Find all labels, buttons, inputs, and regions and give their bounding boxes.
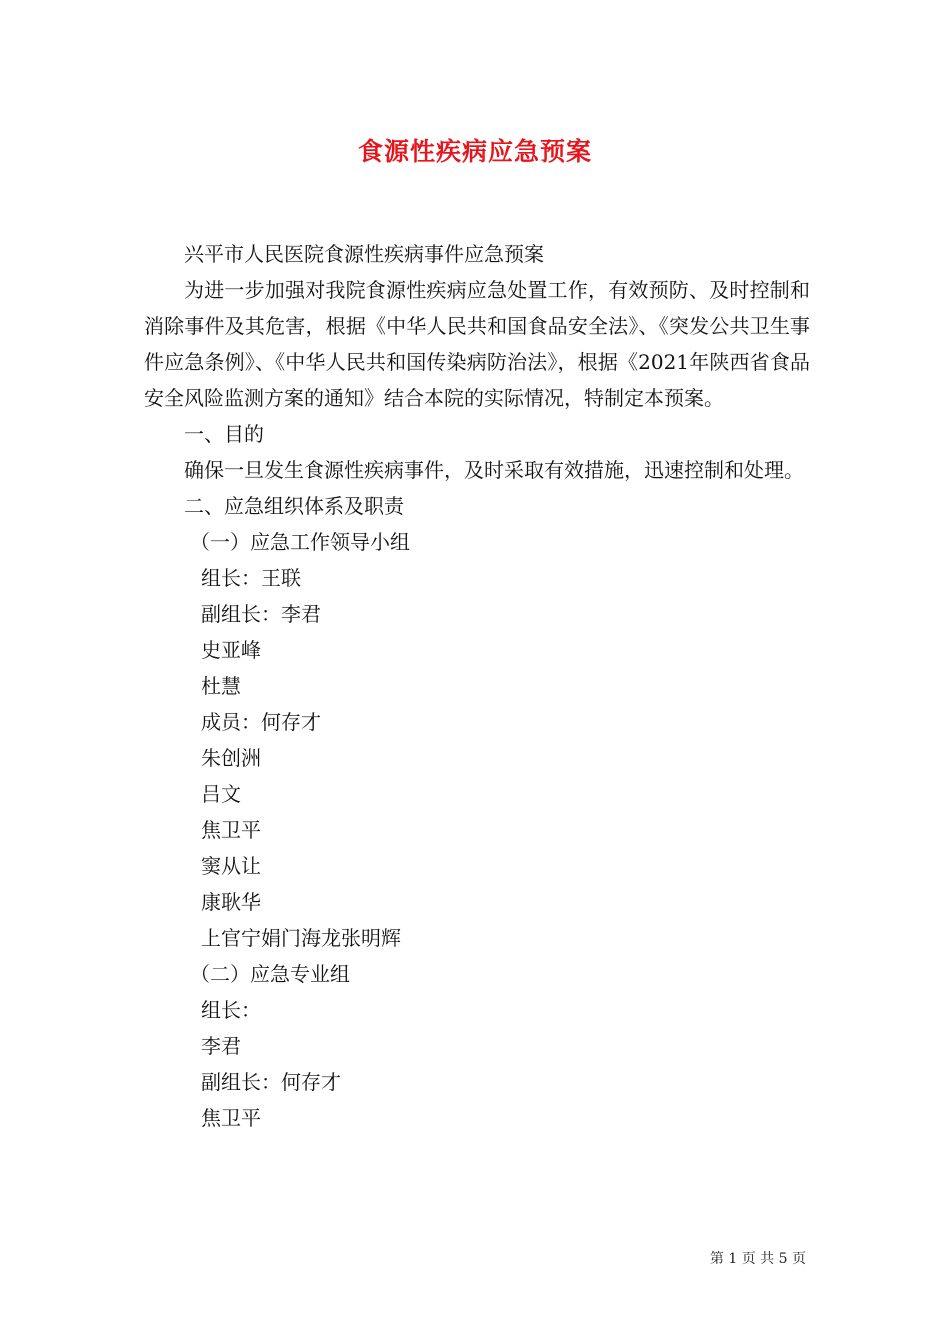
page-number: 第 1 页 共 5 页 xyxy=(709,1251,806,1267)
member-name: 窦从让 xyxy=(201,854,261,878)
section-organization-heading: 二、应急组织体系及职责 xyxy=(184,494,404,518)
member-name: 史亚峰 xyxy=(201,638,261,662)
deputy-leader-line: 副组长：李君 xyxy=(201,602,321,626)
document-body xyxy=(144,236,810,1136)
member-name: 杜慧 xyxy=(201,674,241,698)
member-name: 李君 xyxy=(201,1034,241,1058)
member-name: 朱创洲 xyxy=(201,746,261,770)
members-line: 成员：何存才 xyxy=(201,710,321,734)
member-name: 上官宁娟门海龙张明辉 xyxy=(201,926,401,950)
member-name: 康耿华 xyxy=(201,890,261,914)
member-name: 焦卫平 xyxy=(201,818,261,842)
page-title: 食源性疾病应急预案 xyxy=(357,137,592,166)
leader-line: 组长：王联 xyxy=(201,566,301,590)
deputy-leader-line: 副组长：何存才 xyxy=(201,1070,341,1094)
leader-line: 组长： xyxy=(201,998,261,1022)
subsection-leadership-group: （一）应急工作领导小组 xyxy=(190,530,410,554)
section-purpose-heading: 一、目的 xyxy=(184,422,264,446)
member-name: 焦卫平 xyxy=(201,1106,261,1130)
purpose-paragraph: 确保一旦发生食源性疾病事件，及时采取有效措施，迅速控制和处理。 xyxy=(184,458,804,482)
hospital-plan-heading: 兴平市人民医院食源性疾病事件应急预案 xyxy=(184,242,544,266)
member-name: 吕文 xyxy=(201,782,241,806)
intro-paragraph: 为进一步加强对我院食源性疾病应急处置工作，有效预防、及时控制和消除事件及其危害，根据《中华人民共和国食品安全法》、《突发公共卫生事件应急条例》、《中华人民共和国传染病防治法》，根据《2021年陕西省食品安全风险监测方案的通知》结合本院的实际情况，特制定本预案。 xyxy=(144,278,810,410)
subsection-professional-group: （二）应急专业组 xyxy=(190,962,350,986)
